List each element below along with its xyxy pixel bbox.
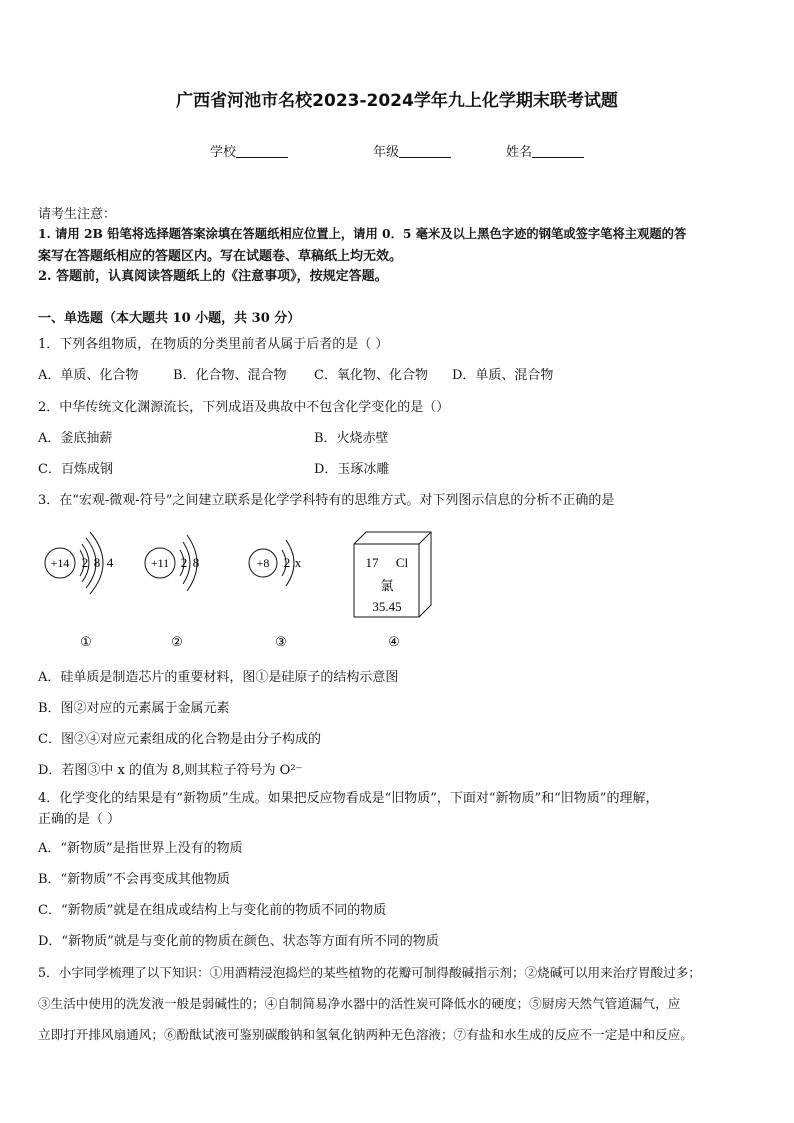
q2-option-a: A．釜底抽薪: [38, 431, 113, 446]
q5-line-2: ③生活中使用的洗发液一般是弱碱性的；④自制简易净水器中的活性炭可降低水的硬度；⑤厨房天然气管道漏气，应: [38, 996, 681, 1011]
atom2-shell-1: 2: [180, 555, 188, 570]
atom-structure-1: [45, 532, 114, 594]
atom2-nucleus: +11: [150, 556, 170, 570]
grade-blank: [399, 145, 451, 158]
q2-option-b: B．火烧赤壁: [314, 431, 389, 446]
atom-structure-3: [249, 540, 302, 586]
q4-option-b: B．“新物质”不会再变成其他物质: [38, 872, 230, 887]
atom3-shell-1: 2: [283, 555, 291, 570]
q3-stem: 3．在“宏观-微观-符号”之间建立联系是化学学科特有的思维方式。对下列图示信息的分析不正确的是: [38, 493, 615, 508]
q4-stem-line-2: 正确的是（ ）: [38, 812, 121, 827]
atom2-shell-2: 8: [192, 555, 200, 570]
name-field: [506, 141, 584, 160]
q5-line-3: 立即打开排风扇通风；⑥酚酞试液可鉴别碳酸钠和氢氧化钠两种无色溶液；⑦有盐和水生成的反应不一定是中和反应。: [38, 1027, 693, 1042]
atom1-shell-3: 4: [106, 555, 114, 570]
figure-label-2: ②: [171, 634, 183, 649]
cell-mass: 35.45: [372, 599, 402, 614]
q2-stem: 2．中华传统文化渊源流长，下列成语及典故中不包含化学变化的是（）: [38, 400, 450, 415]
atom1-nucleus: +14: [50, 556, 70, 570]
q2-option-c: C．百炼成钢: [38, 462, 113, 477]
page-title: 广西省河池市名校2023-2024学年九上化学期末联考试题: [176, 91, 618, 111]
q1-option-a: A．单质、化合物: [38, 368, 139, 383]
grade-field: [373, 141, 451, 160]
figure-label-3: ③: [275, 634, 287, 649]
q4-option-c: C．“新物质”就是在组成或结构上与变化前的物质不同的物质: [38, 903, 387, 918]
q4-option-a: A．“新物质”是指世界上没有的物质: [38, 841, 243, 856]
q1-option-c: C．氧化物、化合物: [314, 368, 428, 383]
atom1-shell-1: 2: [81, 555, 89, 570]
name-blank: [532, 145, 584, 158]
name-label: 姓名: [506, 145, 533, 160]
cell-symbol: Cl: [395, 555, 409, 570]
school-field: [210, 141, 288, 160]
section-heading: 一、单选题（本大题共 10 小题，共 30 分）: [38, 311, 301, 326]
notice-line-1b: 案写在答题纸相应的答题区内。写在试题卷、草稿纸上均无效。: [38, 249, 403, 264]
notice-heading: 请考生注意：: [38, 207, 117, 222]
atom3-nucleus: +8: [256, 556, 270, 570]
figure-label-1: ①: [80, 634, 92, 649]
q3-figure: [30, 520, 490, 660]
q2-option-d: D．玉琢冰雕: [314, 462, 390, 477]
q3-option-d: D．若图③中 x 的值为 8,则其粒子符号为 O²⁻: [38, 763, 303, 778]
q5-line-1: 5．小宇同学梳理了以下知识：①用酒精浸泡捣烂的某些植物的花瓣可制得酸碱指示剂；②烧碱可以用来治疗胃酸过多；: [38, 965, 701, 980]
q3-option-b: B．图②对应的元素属于金属元素: [38, 701, 230, 716]
notice-line-1a: 1. 请用 2B 铅笔将选择题答案涂填在答题纸相应位置上，请用 0．5 毫米及以上黑色字迹的钢笔或签字笔将主观题的答: [38, 226, 687, 241]
q3-option-c: C．图②④对应元素组成的化合物是由分子构成的: [38, 732, 321, 747]
school-blank: [236, 145, 288, 158]
element-cell-chlorine: [354, 532, 431, 617]
atom-structure-2: [145, 535, 199, 591]
q1-stem: 1．下列各组物质，在物质的分类里前者从属于后者的是（ ）: [38, 337, 389, 352]
school-label: 学校: [210, 145, 237, 160]
notice-line-2: 2. 答题前，认真阅读答题纸上的《注意事项》，按规定答题。: [38, 269, 388, 284]
q3-option-a: A．硅单质是制造芯片的重要材料，图①是硅原子的结构示意图: [38, 670, 399, 685]
cell-name: 氯: [380, 578, 394, 593]
q1-option-d: D．单质、混合物: [452, 368, 554, 383]
q4-stem-line-1: 4．化学变化的结果是有“新物质”生成。如果把反应物看成是“旧物质”，下面对“新物质”和“旧物质”的理解，: [38, 791, 659, 806]
q4-option-d: D．“新物质”就是与变化前的物质在颜色、状态等方面有所不同的物质: [38, 934, 439, 949]
atom3-shell-2: x: [294, 555, 302, 570]
cell-number: 17: [365, 555, 379, 570]
figure-label-4: ④: [388, 634, 400, 649]
q1-option-b: B．化合物、混合物: [173, 368, 287, 383]
atom1-shell-2: 8: [93, 555, 101, 570]
grade-label: 年级: [373, 145, 400, 160]
